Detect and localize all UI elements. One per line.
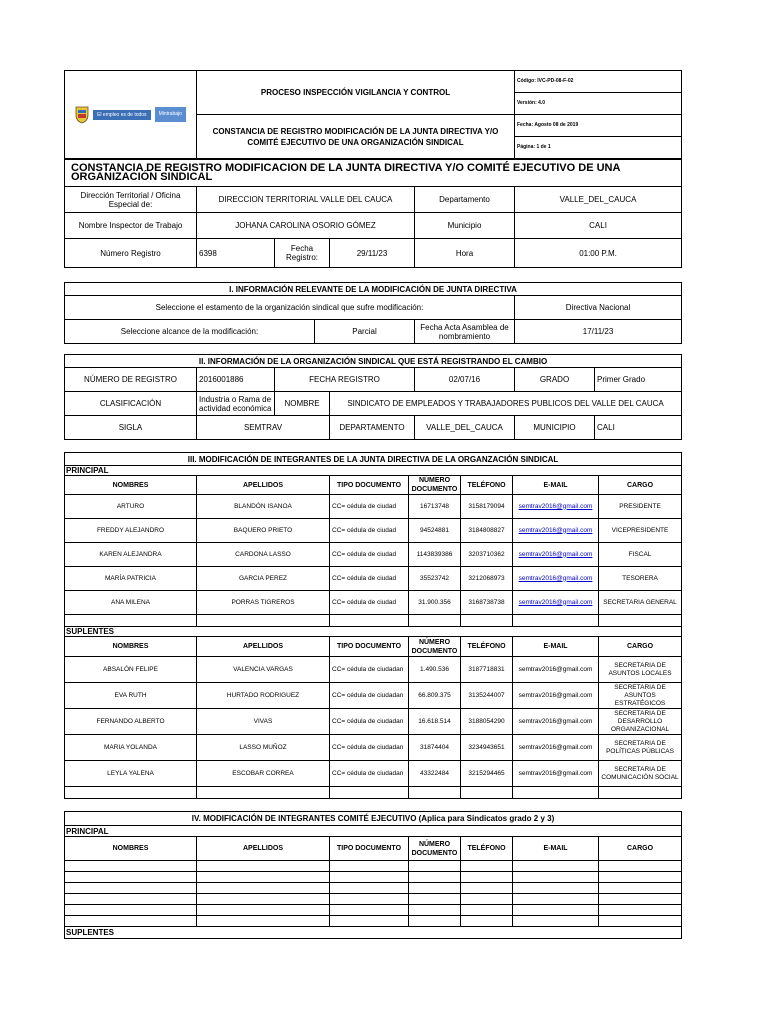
principal-header-row [65, 476, 682, 495]
org-grado-value: Primer Grado [595, 368, 682, 392]
dep-label: Departamento [415, 187, 515, 213]
suplentes-label: SUPLENTES [65, 627, 682, 637]
col-num-doc: NÚMERO DOCUMENTO [409, 837, 461, 861]
empty-cell [330, 894, 409, 905]
org-mun-value: CALI [595, 416, 682, 440]
cell-nombres: ARTURO [65, 495, 197, 519]
cell-num-doc: 31874404 [409, 735, 461, 761]
col-tipo-doc: TIPO DOCUMENTO [330, 476, 409, 495]
empty-cell [65, 872, 197, 883]
section-1-table [64, 282, 682, 344]
alcance-label: Seleccione alcance de la modificación: [65, 320, 315, 344]
doc-title-line1: CONSTANCIA DE REGISTRO MODIFICACIÓN DE LA JUNTA DIRECTIVA Y/O [212, 126, 499, 136]
cell-num-doc: 43322484 [409, 761, 461, 787]
table-row [65, 591, 682, 615]
suplentes-empty-row [65, 787, 682, 799]
empty-cell [65, 905, 197, 916]
cell-apellidos: VALENCIA VARGAS [197, 657, 330, 683]
mun-label: Municipio [415, 213, 515, 239]
empty-cell [461, 872, 513, 883]
dir-value: DIRECCION TERRITORIAL VALLE DEL CAUCA [197, 187, 415, 213]
s4-empty-rows [65, 861, 682, 927]
cell-cargo: SECRETARIA DE ASUNTOS ESTRATÉGICOS [599, 683, 682, 709]
empty-cell [599, 861, 682, 872]
email-link[interactable]: semtrav2016@gmail.com [513, 567, 599, 591]
main-title: CONSTANCIA DE REGISTRO MODIFICACION DE LA JUNTA DIRECTIVA Y/O COMITÉ EJECUTIVO DE UNA ORGANIZACIÓN SINDICAL [65, 160, 682, 187]
col-cargo: CARGO [599, 837, 682, 861]
cell-cargo: SECRETARIA DE ASUNTOS LOCALES [599, 657, 682, 683]
inspector-label: Nombre Inspector de Trabajo [65, 213, 197, 239]
cell-apellidos: ESCOBAR CORREA [197, 761, 330, 787]
cell-cargo: SECRETARIA DE POLÍTICAS PÚBLICAS [599, 735, 682, 761]
document-sheet [64, 70, 681, 939]
col-telefono: TELÉFONO [461, 476, 513, 495]
mun-value: CALI [515, 213, 682, 239]
empty-cell [599, 872, 682, 883]
cell-apellidos: HURTADO RODRIGUEZ [197, 683, 330, 709]
col-telefono: TELÉFONO [461, 637, 513, 657]
col-nombres: NOMBRES [65, 476, 197, 495]
cell-num-doc: 66.809.375 [409, 683, 461, 709]
col-num-doc: NÚMERO DOCUMENTO [409, 476, 461, 495]
table-row [65, 735, 682, 761]
section-2-title: II. INFORMACIÓN DE LA ORGANIZACIÓN SINDICAL QUE ESTÁ REGISTRANDO EL CAMBIO [65, 355, 682, 368]
table-row [65, 657, 682, 683]
table-row [65, 683, 682, 709]
cell-apellidos: BLANDÓN ISANOA [197, 495, 330, 519]
empty-cell [409, 894, 461, 905]
cell-nombres: FREDDY ALEJANDRO [65, 519, 197, 543]
empty-cell [599, 905, 682, 916]
table-row [65, 761, 682, 787]
doc-title [197, 115, 515, 159]
org-num-value: 2016001886 [197, 368, 275, 392]
empty-cell [65, 883, 197, 894]
section-4-table [64, 811, 682, 939]
cell-telefono: 3135244007 [461, 683, 513, 709]
cell-cargo: FISCAL [599, 543, 682, 567]
cell-cargo: VICEPRESIDENTE [599, 519, 682, 543]
empty-cell [330, 872, 409, 883]
section-1-title: I. INFORMACIÓN RELEVANTE DE LA MODIFICACIÓN DE JUNTA DIRECTIVA [65, 283, 682, 296]
cell-cargo: TESORERA [599, 567, 682, 591]
estamento-value: Directiva Nacional [515, 296, 682, 320]
org-nombre-label: NOMBRE [275, 392, 330, 416]
cell-telefono: 3168738738 [461, 591, 513, 615]
general-info-table [64, 159, 682, 268]
cell-apellidos: VIVAS [197, 709, 330, 735]
doc-code: Código: IVC-PD-08-F-02 [515, 71, 682, 93]
cell-tipo-doc: CC= cédula de ciudad [330, 591, 409, 615]
empty-cell [197, 894, 330, 905]
empty-cell [461, 861, 513, 872]
table-row [65, 709, 682, 735]
cell-nombres: ANA MILENA [65, 591, 197, 615]
cell-telefono: 3187718831 [461, 657, 513, 683]
empty-row [65, 905, 682, 916]
suplentes-header-row [65, 637, 682, 657]
doc-title-line2: COMITÉ EJECUTIVO DE UNA ORGANIZACIÓN SINDICAL [247, 137, 464, 147]
email-link[interactable]: semtrav2016@gmail.com [513, 495, 599, 519]
col-cargo: CARGO [599, 637, 682, 657]
s4-header-row [65, 837, 682, 861]
col-tipo-doc: TIPO DOCUMENTO [330, 637, 409, 657]
org-mun-label: MUNICIPIO [515, 416, 595, 440]
cell-tipo-doc: CC= cédula de ciudad [330, 567, 409, 591]
alcance-value: Parcial [315, 320, 415, 344]
empty-cell [65, 861, 197, 872]
dep-value: VALLE_DEL_CAUCA [515, 187, 682, 213]
empty-cell [197, 883, 330, 894]
col-apellidos: APELLIDOS [197, 637, 330, 657]
col-apellidos: APELLIDOS [197, 837, 330, 861]
empty-cell [513, 883, 599, 894]
table-row [65, 567, 682, 591]
fecha-registro-label: Fecha Registro: [275, 239, 330, 268]
col-num-doc: NÚMERO DOCUMENTO [409, 637, 461, 657]
num-registro-label: Número Registro [65, 239, 197, 268]
empty-cell [409, 872, 461, 883]
cell-cargo: SECRETARIA GENERAL [599, 591, 682, 615]
col-email: E-MAIL [513, 637, 599, 657]
fecha-registro-value: 29/11/23 [330, 239, 415, 268]
coat-of-arms-icon [75, 106, 89, 124]
cell-cargo: PRESIDENTE [599, 495, 682, 519]
cell-apellidos: GARCIA PEREZ [197, 567, 330, 591]
cell-apellidos: PORRAS TIGREROS [197, 591, 330, 615]
empty-cell [513, 916, 599, 927]
org-clas-label: CLASIFICACIÓN [65, 392, 197, 416]
suplentes-rows [65, 657, 682, 787]
empty-cell [461, 894, 513, 905]
cell-nombres: KAREN ALEJANDRA [65, 543, 197, 567]
empty-cell [65, 894, 197, 905]
s4-suplentes-label: SUPLENTES [65, 927, 682, 939]
empty-row [65, 872, 682, 883]
col-email: E-MAIL [513, 837, 599, 861]
inspector-value: JOHANA CAROLINA OSORIO GÓMEZ [197, 213, 415, 239]
doc-date: Fecha: Agosto 08 de 2019 [515, 115, 682, 137]
cell-cargo: SECRETARIA DE COMUNICACIÓN SOCIAL [599, 761, 682, 787]
empty-cell [461, 916, 513, 927]
email-link: semtrav2016@gmail.com [513, 657, 599, 683]
col-cargo: CARGO [599, 476, 682, 495]
empty-cell [197, 872, 330, 883]
empty-row [65, 861, 682, 872]
col-apellidos: APELLIDOS [197, 476, 330, 495]
principal-label: PRINCIPAL [65, 466, 682, 476]
acta-label: Fecha Acta Asamblea de nombramiento [415, 320, 515, 344]
principal-rows [65, 495, 682, 615]
principal-empty-row [65, 615, 682, 627]
cell-telefono: 3158179094 [461, 495, 513, 519]
cell-tipo-doc: CC= cédula de ciudadan [330, 683, 409, 709]
col-nombres: NOMBRES [65, 837, 197, 861]
cell-num-doc: 35523742 [409, 567, 461, 591]
empty-cell [461, 883, 513, 894]
org-sigla-value: SEMTRAV [197, 416, 330, 440]
cell-nombres: LEYLA YALENA [65, 761, 197, 787]
cell-telefono: 3212068973 [461, 567, 513, 591]
org-dep-value: VALLE_DEL_CAUCA [415, 416, 515, 440]
logo-cell [65, 71, 197, 159]
cell-apellidos: LASSO MUÑOZ [197, 735, 330, 761]
cell-tipo-doc: CC= cédula de ciudad [330, 519, 409, 543]
section-3-title: III. MODIFICACIÓN DE INTEGRANTES DE LA JUNTA DIRECTIVA DE LA ORGANZACIÓN SINDICAL [65, 453, 682, 466]
empty-cell [197, 916, 330, 927]
empty-cell [599, 916, 682, 927]
cell-apellidos: CARDONA LASSO [197, 543, 330, 567]
org-fecha-label: FECHA REGISTRO [275, 368, 415, 392]
cell-num-doc: 94524881 [409, 519, 461, 543]
section-3-table [64, 452, 682, 799]
cell-num-doc: 1143839386 [409, 543, 461, 567]
org-nombre-value: SINDICATO DE EMPLEADOS Y TRABAJADORES PUBLICOS DEL VALLE DEL CAUCA [330, 392, 682, 416]
org-dep-label: DEPARTAMENTO [330, 416, 415, 440]
cell-tipo-doc: CC= cédula de ciudadan [330, 709, 409, 735]
empty-cell [461, 905, 513, 916]
email-link[interactable]: semtrav2016@gmail.com [513, 519, 599, 543]
empty-row [65, 894, 682, 905]
org-clas-value: Industria o Rama de actividad económica [197, 392, 275, 416]
empty-cell [513, 872, 599, 883]
empty-cell [513, 894, 599, 905]
cell-num-doc: 16.618.514 [409, 709, 461, 735]
org-grado-label: GRADO [515, 368, 595, 392]
document-header [64, 70, 682, 159]
table-row [65, 495, 682, 519]
dir-label: Dirección Territorial / Oficina Especial de: [65, 187, 197, 213]
cell-tipo-doc: CC= cédula de ciudad [330, 495, 409, 519]
empty-cell [65, 916, 197, 927]
org-sigla-label: SIGLA [65, 416, 197, 440]
empty-cell [513, 905, 599, 916]
empty-cell [513, 861, 599, 872]
email-link: semtrav2016@gmail.com [513, 761, 599, 787]
cell-tipo-doc: CC= cédula de ciudadan [330, 657, 409, 683]
cell-apellidos: BAQUERO PRIETO [197, 519, 330, 543]
cell-tipo-doc: CC= cédula de ciudad [330, 543, 409, 567]
empty-cell [330, 861, 409, 872]
empty-cell [409, 916, 461, 927]
email-link[interactable]: semtrav2016@gmail.com [513, 591, 599, 615]
empty-cell [330, 916, 409, 927]
cell-nombres: MARÍA PATRICIA [65, 567, 197, 591]
doc-page: Página: 1 de 1 [515, 137, 682, 159]
col-tipo-doc: TIPO DOCUMENTO [330, 837, 409, 861]
num-registro-value: 6398 [197, 239, 275, 268]
logo-slogan: El empleo es de todos [93, 110, 150, 120]
cell-tipo-doc: CC= cédula de ciudadan [330, 735, 409, 761]
section-4-title: IV. MODIFICACIÓN DE INTEGRANTES COMITÉ EJECUTIVO (Aplica para Sindicatos grado 2 y 3) [65, 812, 682, 826]
hora-label: Hora [415, 239, 515, 268]
empty-cell [599, 894, 682, 905]
empty-cell [197, 861, 330, 872]
org-fecha-value: 02/07/16 [415, 368, 515, 392]
col-nombres: NOMBRES [65, 637, 197, 657]
cell-nombres: MARIA YOLANDA [65, 735, 197, 761]
cell-nombres: EVA RUTH [65, 683, 197, 709]
empty-cell [599, 883, 682, 894]
cell-num-doc: 31.900.356 [409, 591, 461, 615]
process-title: PROCESO INSPECCIÓN VIGILANCIA Y CONTROL [197, 71, 515, 115]
cell-nombres: FERNANDO ALBERTO [65, 709, 197, 735]
col-telefono: TELÉFONO [461, 837, 513, 861]
cell-cargo: SECRETARIA DE DESARROLLO ORGANIZACIONAL [599, 709, 682, 735]
cell-telefono: 3234943651 [461, 735, 513, 761]
cell-telefono: 3203710362 [461, 543, 513, 567]
estamento-label: Seleccione el estamento de la organización sindical que sufre modificación: [65, 296, 515, 320]
section-2-table [64, 354, 682, 440]
empty-cell [330, 883, 409, 894]
empty-cell [409, 905, 461, 916]
email-link[interactable]: semtrav2016@gmail.com [513, 543, 599, 567]
hora-value: 01:00 P.M. [515, 239, 682, 268]
table-row [65, 543, 682, 567]
logo-ministry: Mintrabajo [155, 107, 186, 122]
email-link: semtrav2016@gmail.com [513, 709, 599, 735]
s4-principal-label: PRINCIPAL [65, 826, 682, 837]
org-num-label: NÚMERO DE REGISTRO [65, 368, 197, 392]
col-email: E-MAIL [513, 476, 599, 495]
cell-num-doc: 1.490.536 [409, 657, 461, 683]
empty-row [65, 883, 682, 894]
cell-num-doc: 16713748 [409, 495, 461, 519]
cell-nombres: ABSALÓN FELIPE [65, 657, 197, 683]
cell-telefono: 3184808827 [461, 519, 513, 543]
empty-row [65, 916, 682, 927]
doc-version: Versión: 4.0 [515, 93, 682, 115]
empty-cell [409, 883, 461, 894]
cell-telefono: 3215294465 [461, 761, 513, 787]
acta-value: 17/11/23 [515, 320, 682, 344]
empty-cell [409, 861, 461, 872]
empty-cell [197, 905, 330, 916]
empty-cell [330, 905, 409, 916]
email-link: semtrav2016@gmail.com [513, 735, 599, 761]
cell-tipo-doc: CC= cédula de ciudadan [330, 761, 409, 787]
cell-telefono: 3188054290 [461, 709, 513, 735]
table-row [65, 519, 682, 543]
email-link: semtrav2016@gmail.com [513, 683, 599, 709]
